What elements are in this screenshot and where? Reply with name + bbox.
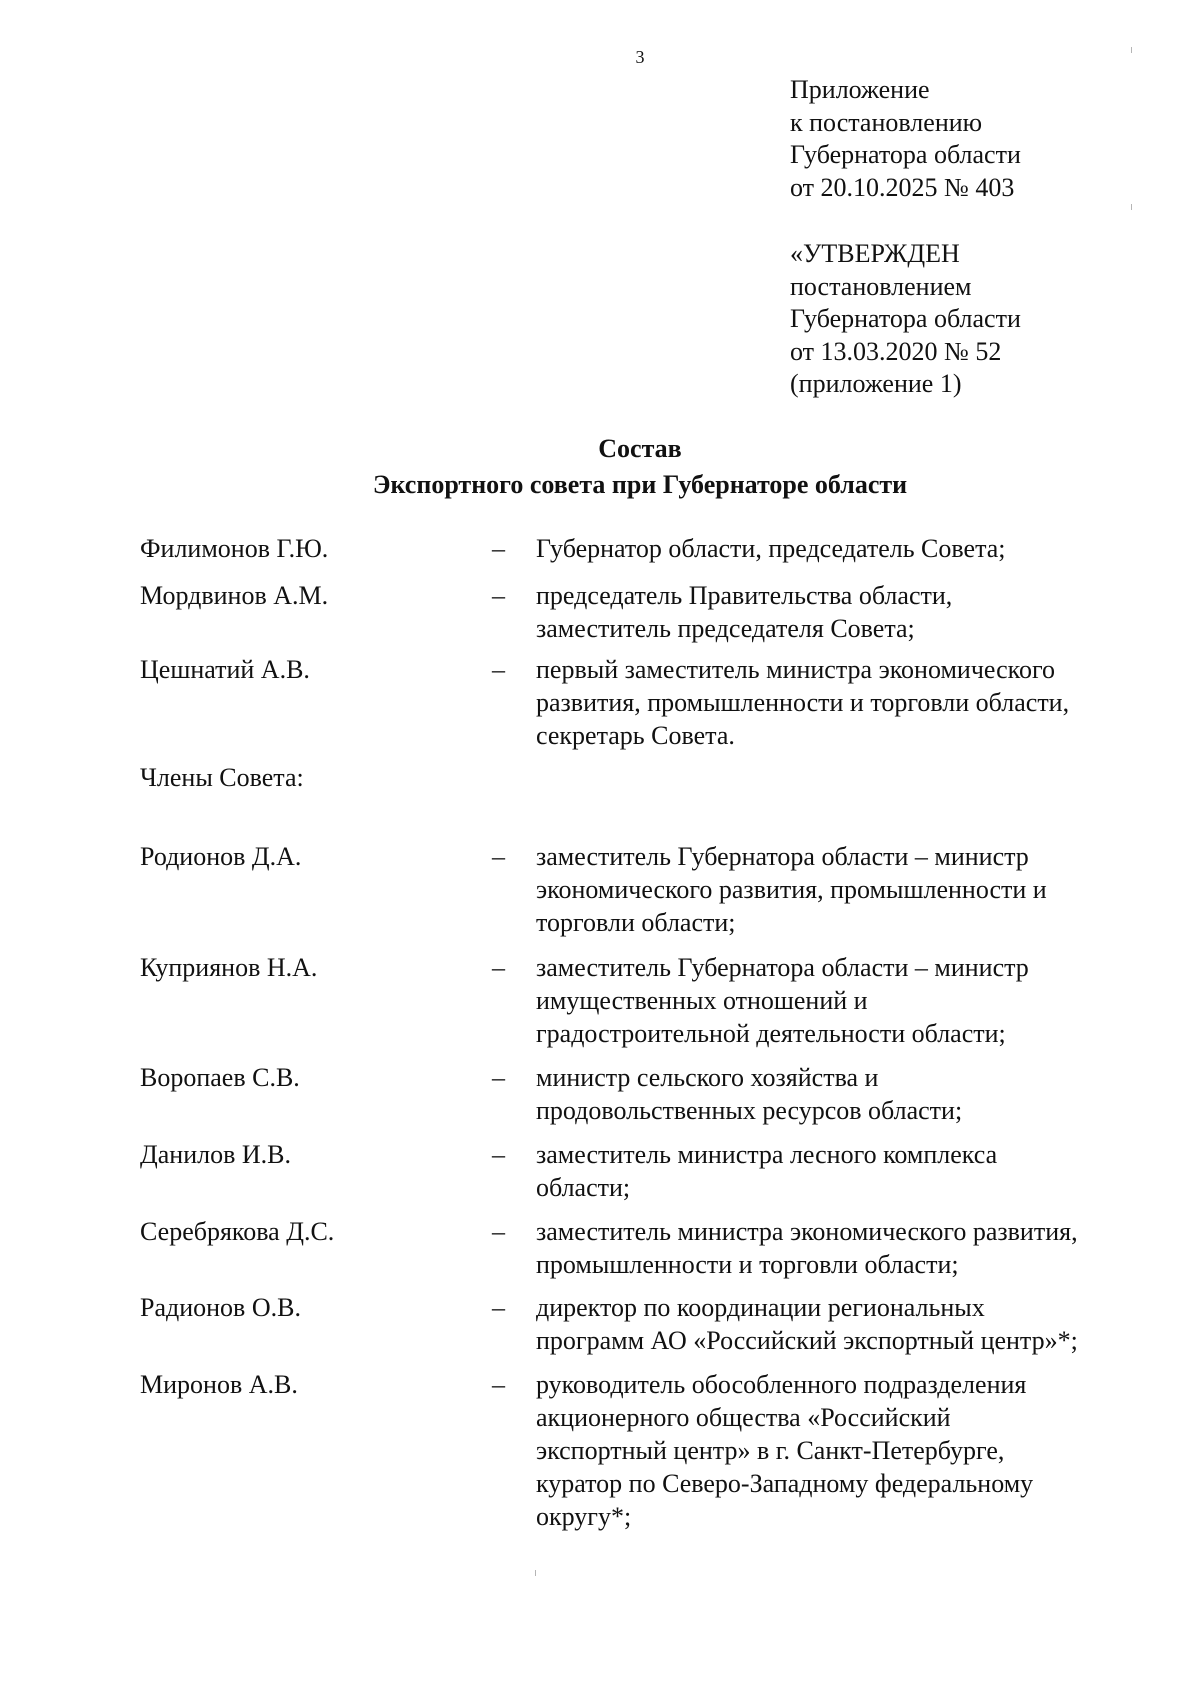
- member-name: Мордвинов А.М.: [140, 581, 329, 610]
- members-label: Члены Совета:: [140, 763, 304, 792]
- member-name: Серебрякова Д.С.: [140, 1217, 335, 1246]
- member-name: Родионов Д.А.: [140, 842, 302, 871]
- member-role-line: продовольственных ресурсов области;: [536, 1096, 963, 1125]
- approval-line: (приложение 1): [790, 369, 962, 398]
- member-role: [536, 840, 1136, 939]
- member-role-line: заместитель Губернатора области – министр: [536, 842, 1029, 871]
- approval-line: от 13.03.2020 № 52: [790, 336, 1002, 366]
- scan-speck: [1131, 204, 1132, 210]
- member-role-line: заместитель председателя Совета;: [536, 614, 915, 643]
- member-role-line: развития, промышленности и торговли области,: [536, 688, 1070, 717]
- separator-dash: –: [492, 534, 505, 563]
- approval-line: Губернатора области: [790, 304, 1021, 333]
- approval-stamp-text: [790, 238, 1021, 401]
- separator-dash: –: [492, 1063, 505, 1092]
- member-role-line: руководитель обособленного подразделения: [536, 1370, 1027, 1399]
- member-role-line: первый заместитель министра экономического: [536, 655, 1055, 684]
- member-name: Филимонов Г.Ю.: [140, 534, 329, 563]
- member-role-line: области;: [536, 1173, 631, 1202]
- document-subtitle: Экспортного совета при Губернаторе области: [372, 470, 908, 499]
- member-role: [536, 951, 1136, 1050]
- member-role: [536, 532, 1136, 565]
- member-role-line: промышленности и торговли области;: [536, 1250, 959, 1279]
- member-role-line: Губернатор области, председатель Совета;: [536, 534, 1006, 563]
- member-role: [536, 1368, 1136, 1533]
- separator-dash: –: [492, 1370, 505, 1399]
- member-name: Воропаев С.В.: [140, 1063, 300, 1092]
- scan-speck: [535, 1570, 536, 1576]
- member-name: Радионов О.В.: [140, 1293, 301, 1322]
- approval-line: «УТВЕРЖДЕН: [790, 239, 960, 268]
- member-role: [536, 1061, 1136, 1127]
- separator-dash: –: [492, 953, 505, 982]
- member-role-line: секретарь Совета.: [536, 721, 735, 750]
- member-role-line: имущественных отношений и: [536, 986, 868, 1015]
- member-role-line: председатель Правительства области,: [536, 581, 953, 610]
- member-role-line: куратор по Северо-Западному федеральному: [536, 1469, 1034, 1498]
- member-role-line: градостроительной деятельности области;: [536, 1019, 1006, 1048]
- member-role-line: директор по координации региональных: [536, 1293, 985, 1322]
- separator-dash: –: [492, 1140, 505, 1169]
- member-name: Цешнатий А.В.: [140, 655, 310, 684]
- member-role-line: министр сельского хозяйства и: [536, 1063, 879, 1092]
- page-number: 3: [635, 47, 645, 67]
- member-name: Миронов А.В.: [140, 1370, 298, 1399]
- member-role-line: заместитель министра экономического развития,: [536, 1217, 1078, 1246]
- member-role-line: заместитель Губернатора области – министр: [536, 953, 1029, 982]
- appendix-line: к постановлению: [790, 107, 983, 137]
- member-role-line: округу*;: [536, 1502, 632, 1531]
- separator-dash: –: [492, 1293, 505, 1322]
- member-name: Данилов И.В.: [140, 1140, 291, 1169]
- member-role-line: акционерного общества «Российский: [536, 1403, 951, 1432]
- member-role: [536, 1215, 1136, 1281]
- member-role: [536, 579, 1136, 645]
- member-name: Куприянов Н.А.: [140, 953, 318, 982]
- member-role: [536, 1291, 1136, 1357]
- member-role-line: торговли области;: [536, 908, 736, 937]
- appendix-line: Приложение: [790, 75, 930, 104]
- member-role: [536, 653, 1136, 752]
- approval-line: постановлением: [790, 271, 972, 301]
- appendix-line: Губернатора области: [790, 140, 1021, 169]
- member-role-line: экономического развития, промышленности и: [536, 875, 1047, 904]
- member-role: [536, 1138, 1136, 1204]
- member-role-line: экспортный центр» в г. Санкт-Петербурге,: [536, 1436, 1005, 1465]
- separator-dash: –: [492, 581, 505, 610]
- appendix-line: от 20.10.2025 № 403: [790, 172, 1015, 202]
- appendix-header: [790, 74, 1021, 204]
- document-title: Состав: [598, 434, 682, 463]
- separator-dash: –: [492, 1217, 505, 1246]
- separator-dash: –: [492, 655, 505, 684]
- member-role-line: программ АО «Российский экспортный центр»*;: [536, 1326, 1078, 1355]
- separator-dash: –: [492, 842, 505, 871]
- member-role-line: заместитель министра лесного комплекса: [536, 1140, 998, 1169]
- scan-speck: [1131, 47, 1132, 53]
